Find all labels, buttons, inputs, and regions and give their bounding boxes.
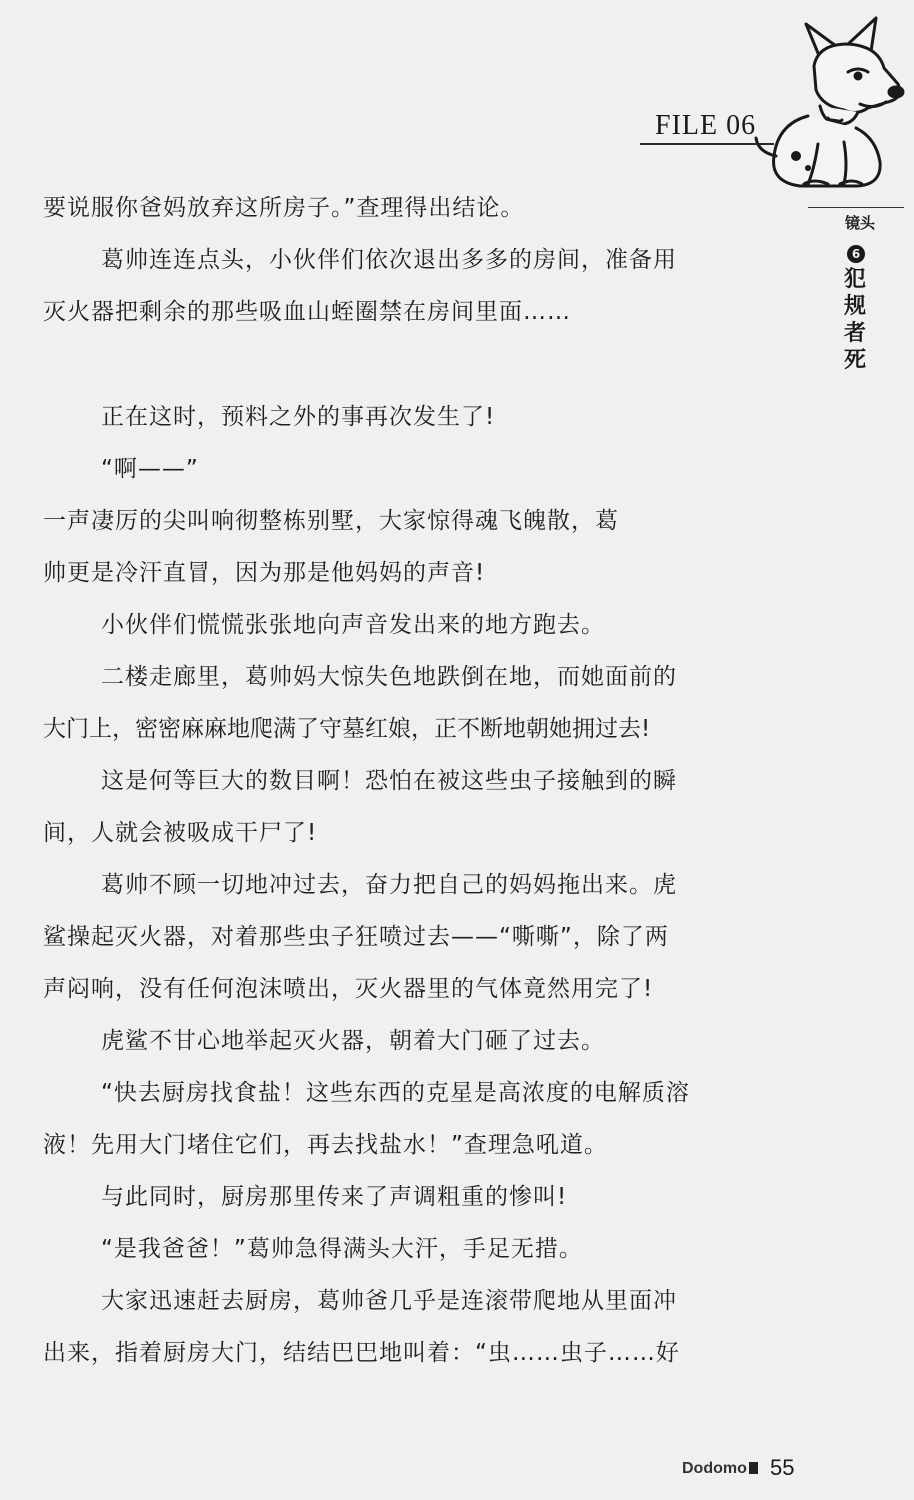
brand-mark-icon [749, 1462, 758, 1474]
chapter-title: 犯规者死 [844, 266, 867, 373]
brand-name: Dodomo [682, 1460, 747, 1477]
chapter-number-badge: 6 [847, 245, 865, 263]
text-line: 大家迅速赶去厨房，葛帅爸几乎是连滚带爬地从里面冲 [101, 1288, 677, 1314]
text-line: “啊——” [101, 456, 199, 482]
text-line: 灭火器把剩余的那些吸血山蛭圈禁在房间里面…… [43, 299, 571, 325]
text-line: 这是何等巨大的数目啊！恐怕在被这些虫子接触到的瞬 [101, 768, 677, 794]
text-line: 出来，指着厨房大门，结结巴巴地叫着：“虫……虫子……好 [43, 1340, 680, 1366]
section-divider [808, 207, 904, 208]
text-line: 正在这时，预料之外的事再次发生了! [101, 404, 496, 430]
section-label: 镜头 [845, 214, 876, 232]
text-line: 二楼走廊里，葛帅妈大惊失色地跌倒在地，而她面前的 [101, 664, 677, 690]
text-line: 帅更是冷汗直冒，因为那是他妈妈的声音! [43, 560, 486, 586]
text-line: 虎鲨不甘心地举起灭火器，朝着大门砸了过去。 [101, 1028, 605, 1054]
text-line: 小伙伴们慌慌张张地向声音发出来的地方跑去。 [101, 612, 605, 638]
cartoon-dog-illustration [748, 6, 908, 196]
text-line: 葛帅不顾一切地冲过去，奋力把自己的妈妈拖出来。虎 [101, 872, 677, 898]
text-line: “快去厨房找食盐！这些东西的克星是高浓度的电解质溶 [101, 1080, 690, 1106]
text-line: 葛帅连连点头，小伙伴们依次退出多多的房间，准备用 [101, 247, 677, 273]
text-line: 与此同时，厨房那里传来了声调粗重的惨叫! [101, 1184, 568, 1210]
file-label: FILE 06 [655, 110, 757, 141]
text-line: 间，人就会被吸成干尸了! [43, 820, 318, 846]
text-line: 液！先用大门堵住它们，再去找盐水！”查理急吼道。 [43, 1132, 608, 1158]
page-number: 55 [770, 1455, 795, 1480]
text-line: “是我爸爸！”葛帅急得满头大汗，手足无措。 [101, 1236, 583, 1262]
text-line: 声闷响，没有任何泡沫喷出，灭火器里的气体竟然用完了! [43, 976, 654, 1002]
file-label-underline [640, 143, 774, 145]
text-line: 鲨操起灭火器，对着那些虫子狂喷过去——“嘶嘶”，除了两 [43, 924, 669, 950]
text-line: 一声凄厉的尖叫响彻整栋别墅，大家惊得魂飞魄散，葛 [43, 508, 619, 534]
text-line: 要说服你爸妈放弃这所房子。”查理得出结论。 [43, 195, 525, 221]
text-line: 大门上，密密麻麻地爬满了守墓红娘，正不断地朝她拥过去! [43, 716, 651, 742]
footer-brand [682, 1460, 758, 1478]
